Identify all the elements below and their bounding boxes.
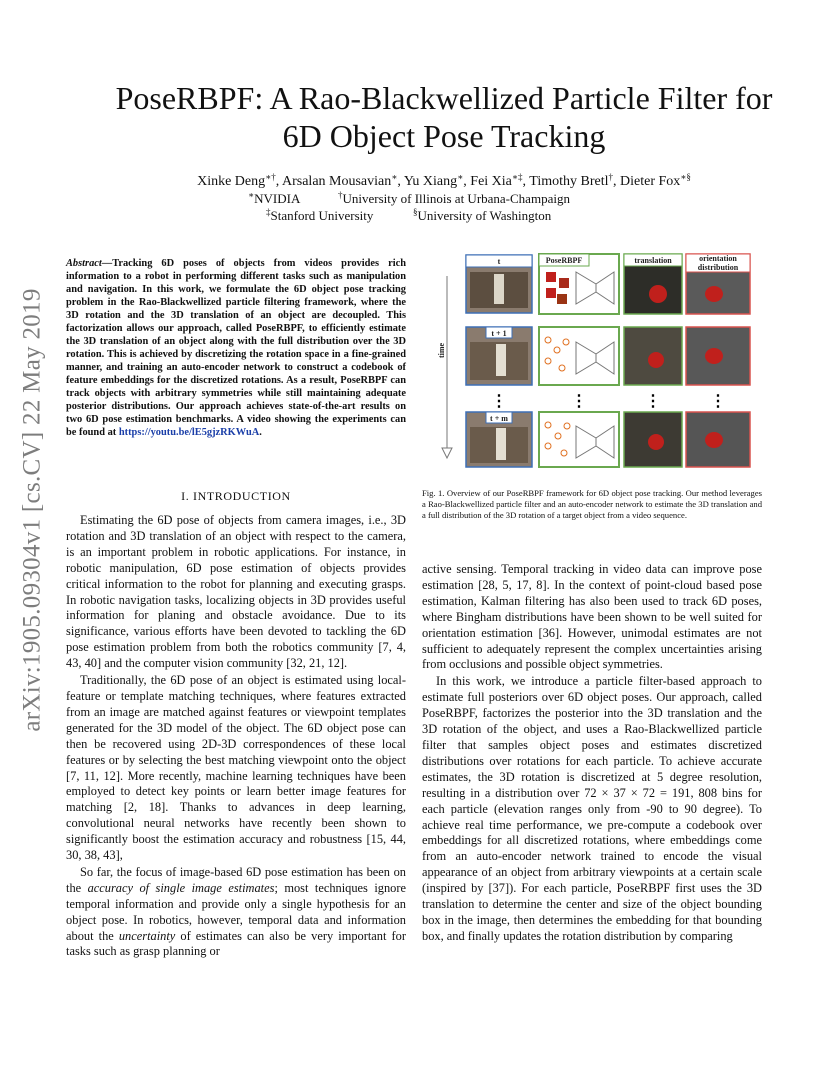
right-column xyxy=(422,562,762,946)
arxiv-stamp-text: arXiv:1905.09304v1 [cs.CV] 22 May 2019 xyxy=(19,288,47,732)
dots: ⋮ xyxy=(710,393,726,410)
abstract-lead: Abstract xyxy=(66,258,102,269)
affiliation: §University of Washington xyxy=(413,207,552,223)
left-column xyxy=(66,513,406,961)
author-list: Xinke Deng∗†, Arsalan Mousavian∗, Yu Xiang∗, Fei Xia∗‡, Timothy Bretl†, Dieter Fox∗§ xyxy=(197,172,691,189)
label-orientation: orientation xyxy=(699,254,737,263)
poserbpf-box-3 xyxy=(539,412,619,467)
author-mark: ∗§ xyxy=(680,172,691,182)
abstract: Abstract—Tracking 6D poses of objects from videos provides rich information to a robot in performing different tasks such as manipulation and navigation. In this work, we formulate the 6D object pose tracking problem in the Rao-Blackwellized particle filtering framework, where the 3D rotation and the 3D translation of an object are decoupled. This factorization allows our approach, called PoseRBPF, to efficiently estimate the 3D translation of an object along with the full distribution over the 3D rotation. This is achieved by discretizing the rotation space in a fine-grained manner, and training an auto-encoder network to construct a codebook of feature embeddings for the discretized rotations. As a result, PoseRBPF can track objects with arbitrary symmetries while still maintaining adequate posterior distributions. Our approach achieves state-of-the-art results on two 6D pose estimation benchmarks. A video showing the experiments can be found at https://youtu.be/lE5gjzRKWuA. xyxy=(66,258,406,438)
time-label: time xyxy=(437,342,446,358)
dots: ⋮ xyxy=(645,393,661,410)
author: Xinke Deng xyxy=(197,174,266,189)
author: Dieter Fox xyxy=(620,174,681,189)
paragraph: In this work, we introduce a particle filter-based approach to estimate full posteriors over 6D object poses. Our approach, called PoseRBPF, factorizes the posterior into the 3D translation and the 3D rotation of the object, and uses a Rao-Blackwellized particle filter that samples object poses and estimates discretized distributions over rotations for each particle. To achieve accurate estimates, the 3D rotation is discretized at 5 degree resolution, resulting in a distribution over 72 × 37 × 72 = 191, 808 bins for each particle (elevation ranges only from -90 to 90 degree). To achieve real time performance, we pre-compute a codebook over embeddings for all discretized rotations, where embeddings come from an auto-encoder network trained to encode the visual appearance of an object from arbitrary viewpoints at a certain scale (inspired by [37]). For each particle, PoseRBPF first uses the 3D translation to determine the center and size of the object bounding box in the image, then determines the embedding for that bounding box, and finally updates the rotation distribution by comparing xyxy=(422,674,762,943)
author-mark: ∗† xyxy=(265,172,276,182)
title-line-1: PoseRBPF: A Rao-Blackwellized Particle Filter for xyxy=(115,80,773,116)
label-t: t xyxy=(497,257,501,266)
section-heading: I. INTRODUCTION xyxy=(181,489,291,503)
label-t1: t + 1 xyxy=(491,329,507,338)
time-arrow xyxy=(442,448,452,458)
paper-title xyxy=(60,79,828,155)
paragraph: active sensing. Temporal tracking in video data can improve pose estimation [28, 5, 17, 8]. In the context of point-cloud based pose estimation, Kalman filtering has also been used to track 6D poses, where Bingham distributions have been shown to be well suited for orientation estimation [36]. However, unimodal estimates are not sufficient to adequately represent the complex uncertainties arising from occlusions and possible object symmetries. xyxy=(422,562,762,672)
dots: ⋮ xyxy=(491,393,507,410)
figure-caption: Fig. 1. Overview of our PoseRBPF framework for 6D object pose tracking. Our method leverages a Rao-Blackwellized particle filter and an auto-encoder network to estimate the 3D translation and a full distribution of the 3D rotation of a target object from a video sequence. xyxy=(422,488,762,520)
author-mark: ∗ xyxy=(457,172,464,182)
pipeline-diagram xyxy=(436,250,762,472)
author: Fei Xia xyxy=(470,174,512,189)
affiliation: †University of Illinois at Urbana-Champaign xyxy=(338,190,570,206)
author: Yu Xiang xyxy=(403,174,458,189)
author-mark: ∗ xyxy=(391,172,398,182)
video-link[interactable]: https://youtu.be/lE5gjzRKWuA xyxy=(118,427,260,438)
poserbpf-box-2 xyxy=(539,327,619,385)
arxiv-side-stamp xyxy=(13,280,53,740)
author-mark: † xyxy=(608,172,613,182)
figure-1 xyxy=(436,250,762,472)
author: Timothy Bretl xyxy=(529,174,609,189)
paragraph: Estimating the 6D pose of objects from camera images, i.e., 3D rotation and 3D translation of an object with respect to the camera, is an important problem in robotic applications. For instance, in robotic manipulation, 6D pose estimation of objects provides critical information to the robot for planning and executing grasps. In robotic navigation tasks, localizing objects in 3D provides useful information for planing and obstacle avoidance. Due to its significance, various efforts have been devoted to tackling the 6D pose estimation problem from both the robotics community [7, 4, 43, 40] and the computer vision community [32, 21, 12]. xyxy=(66,513,406,671)
label-poserbpf: PoseRBPF xyxy=(545,256,583,265)
affiliation: ‡Stanford University xyxy=(266,207,374,223)
paragraph: So far, the focus of image-based 6D pose estimation has been on the accuracy of single image estimates; most techniques ignore temporal information and provide only a single hypothesis for an object pose. In robotics, however, temporal data and information about the uncertainty of estimates can also be very important for tasks such as grasp planning or xyxy=(66,864,406,959)
paragraph: Traditionally, the 6D pose of an object is estimated using local-feature or template matching techniques, where features extracted from an image are matched against features or viewpoint templates generated for the 3D model of the object. The 6D object pose can then be recovered using 2D-3D correspondences of these local features or by selecting the best matching viewpoint onto the object [7, 11, 12]. More recently, machine learning techniques have been employed to detect key points or learn better image features for matching [2, 18]. Thanks to advances in deep learning, convolutional neural networks have recently been shown to significantly boost the estimation accuracy and robustness [15, 44, 30, 38, 43], xyxy=(66,673,406,863)
label-distribution: distribution xyxy=(697,263,739,272)
author: Arsalan Mousavian xyxy=(282,174,392,189)
abstract-body: —Tracking 6D poses of objects from videos provides rich information to a robot in performing different tasks such as manipulation and navigation. In this work, we formulate the 6D object pose tracking problem in the Rao-Blackwellized particle filtering framework, where the 3D rotation and the 3D translation of an object are decoupled. This factorization allows our approach, called PoseRBPF, to efficiently estimate the 3D translation of an object along with the full distribution over the 3D rotation. This is achieved by discretizing the rotation space in a fine-grained manner, and training an auto-encoder network to construct a codebook of feature embeddings for the discretized rotations. As a result, PoseRBPF can track objects with arbitrary symmetries while still maintaining adequate posterior distributions. Our approach achieves state-of-the-art results on two 6D pose estimation benchmarks. A video showing the experiments can be found at xyxy=(66,258,406,438)
affiliation: ∗NVIDIA xyxy=(248,190,301,206)
label-translation: translation xyxy=(634,256,672,265)
label-tm: t + m xyxy=(490,414,508,423)
title-line-2: 6D Object Pose Tracking xyxy=(282,118,606,154)
dots: ⋮ xyxy=(571,393,587,410)
author-mark: ∗‡ xyxy=(511,172,523,182)
